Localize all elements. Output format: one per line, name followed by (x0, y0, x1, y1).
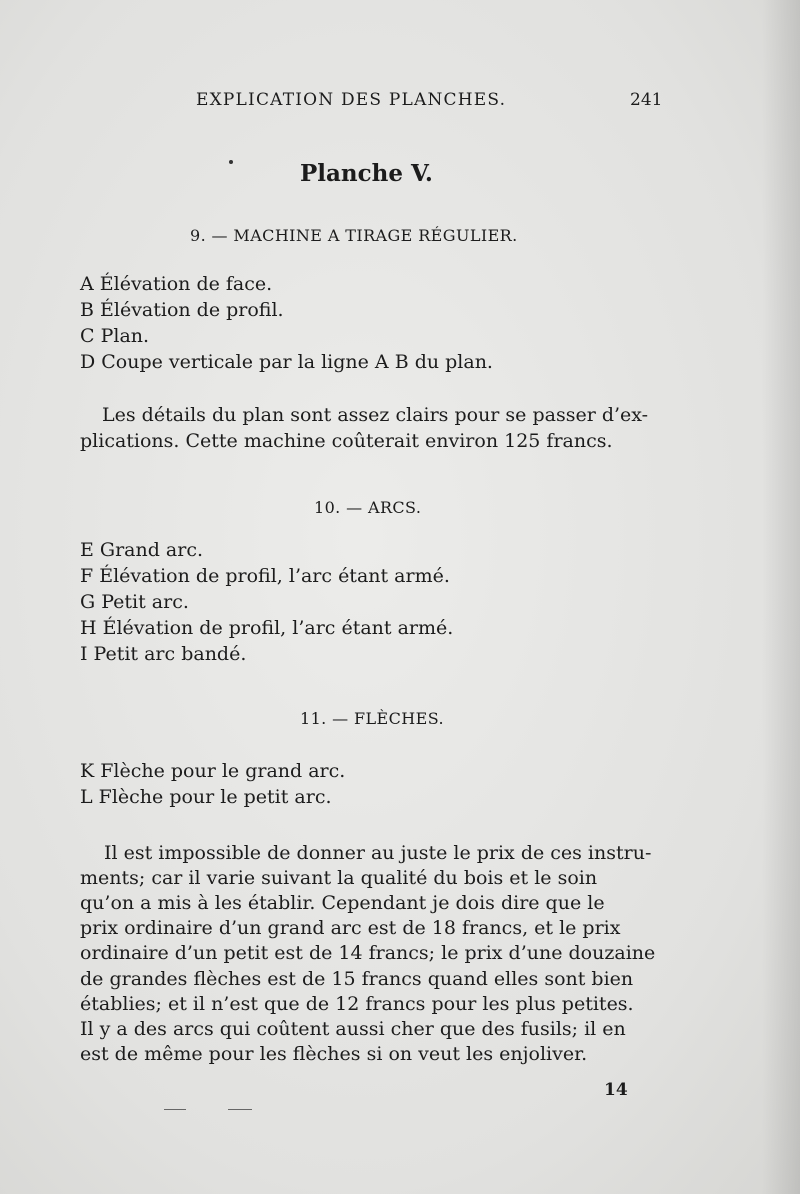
page-edge-shadow (762, 0, 800, 1194)
paragraph-line: ordinaire d’un petit est de 14 francs; le prix d’une douzaine (80, 942, 656, 964)
list-item: K Flèche pour le grand arc. (80, 760, 346, 782)
list-item: D Coupe verticale par la ligne A B du plan. (80, 351, 493, 373)
section-heading-10: 10. — ARCS. (314, 498, 422, 517)
list-item: C Plan. (80, 325, 150, 347)
ink-speck (229, 160, 233, 164)
page-number: 241 (630, 90, 663, 110)
paragraph-line: Il est impossible de donner au juste le prix de ces instru- (104, 842, 652, 864)
planche-title: Planche V. (300, 160, 433, 187)
paragraph-line: Les détails du plan sont assez clairs pour se passer d’ex- (102, 404, 649, 426)
folio-signature: 14 (604, 1080, 628, 1100)
running-head: EXPLICATION DES PLANCHES. (196, 90, 507, 110)
list-item: F Élévation de profil, l’arc étant armé. (80, 565, 450, 587)
paragraph-line: Il y a des arcs qui coûtent aussi cher que des fusils; il en (80, 1018, 626, 1040)
list-item: G Petit arc. (80, 591, 189, 613)
paragraph-line: plications. Cette machine coûterait environ 125 francs. (80, 430, 613, 452)
list-item: E Grand arc. (80, 539, 204, 561)
list-item: L Flèche pour le petit arc. (80, 786, 332, 808)
list-item: I Petit arc bandé. (80, 643, 247, 665)
list-item: B Élévation de profil. (80, 299, 284, 321)
section-heading-11: 11. — FLÈCHES. (300, 709, 444, 728)
list-item: A Élévation de face. (80, 273, 273, 295)
paragraph-line: établies; et il n’est que de 12 francs pour les plus petites. (80, 993, 634, 1015)
section-heading-9: 9. — MACHINE A TIRAGE RÉGULIER. (190, 226, 518, 245)
paragraph-line: prix ordinaire d’un grand arc est de 18 francs, et le prix (80, 917, 621, 939)
divider-dash (228, 1109, 252, 1110)
paragraph-line: qu’on a mis à les établir. Cependant je dois dire que le (80, 892, 605, 914)
paragraph-line: ments; car il varie suivant la qualité du bois et le soin (80, 867, 598, 889)
list-item: H Élévation de profil, l’arc étant armé. (80, 617, 454, 639)
divider-dash (164, 1109, 186, 1110)
paragraph-line: est de même pour les flèches si on veut les enjoliver. (80, 1043, 588, 1065)
paragraph-line: de grandes flèches est de 15 francs quand elles sont bien (80, 968, 634, 990)
